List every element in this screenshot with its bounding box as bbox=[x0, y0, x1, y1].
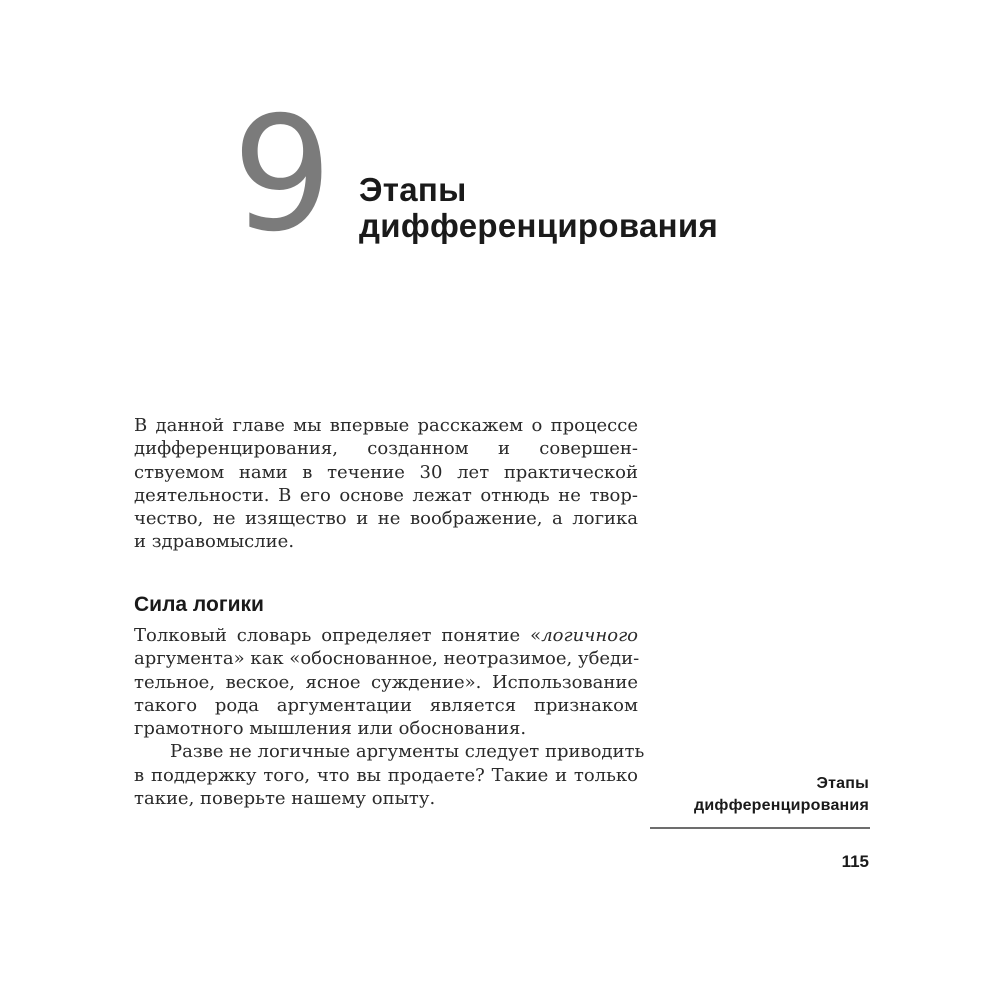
intro-line: деятельности. В его основе лежат отнюдь не твор- bbox=[134, 484, 638, 506]
paragraph-line: такого рода аргументации является признаком bbox=[134, 694, 638, 716]
section-body bbox=[134, 624, 645, 810]
intro-paragraph bbox=[134, 414, 638, 554]
footer-rule bbox=[650, 827, 870, 829]
paragraph-line: грамотного мышления или обоснования. bbox=[134, 718, 527, 740]
chapter-title bbox=[359, 172, 718, 244]
italic-term: логичного bbox=[541, 625, 638, 646]
paragraph-line: аргумента» как «обоснованное, неотразимое, убеди- bbox=[134, 648, 640, 670]
running-head-line-2: дифференцирования bbox=[694, 797, 869, 814]
paragraph-text: Толковый словарь определяет понятие « bbox=[134, 625, 542, 646]
chapter-title-line-2: дифференцирования bbox=[359, 207, 719, 244]
paragraph-line bbox=[134, 624, 638, 647]
paragraph-1 bbox=[134, 624, 638, 740]
intro-line: чество, не изящество и не воображение, а логика bbox=[134, 508, 638, 530]
running-head-line-1: Этапы bbox=[816, 775, 869, 792]
intro-line: В данной главе мы впервые расскажем о процессе bbox=[134, 415, 638, 436]
intro-line: дифференцирования, созданном и совершен- bbox=[134, 438, 638, 460]
paragraph-2 bbox=[134, 740, 645, 810]
paragraph-line: такие, поверьте нашему опыту. bbox=[134, 788, 436, 810]
section-heading: Сила логики bbox=[134, 593, 264, 616]
paragraph-line: тельное, веское, ясное суждение». Использование bbox=[134, 671, 638, 693]
paragraph-line: в поддержку того, что вы продаете? Такие и только bbox=[134, 764, 638, 786]
chapter-number: 9 bbox=[232, 83, 329, 267]
intro-line: ствуемом нами в течение 30 лет практической bbox=[134, 461, 638, 483]
intro-line: и здравомыслие. bbox=[134, 531, 295, 553]
running-head bbox=[694, 773, 869, 817]
chapter-title-line-1: Этапы bbox=[359, 171, 467, 208]
page-number: 115 bbox=[841, 852, 869, 871]
paragraph-line: Разве не логичные аргументы следует приводить bbox=[170, 741, 645, 763]
